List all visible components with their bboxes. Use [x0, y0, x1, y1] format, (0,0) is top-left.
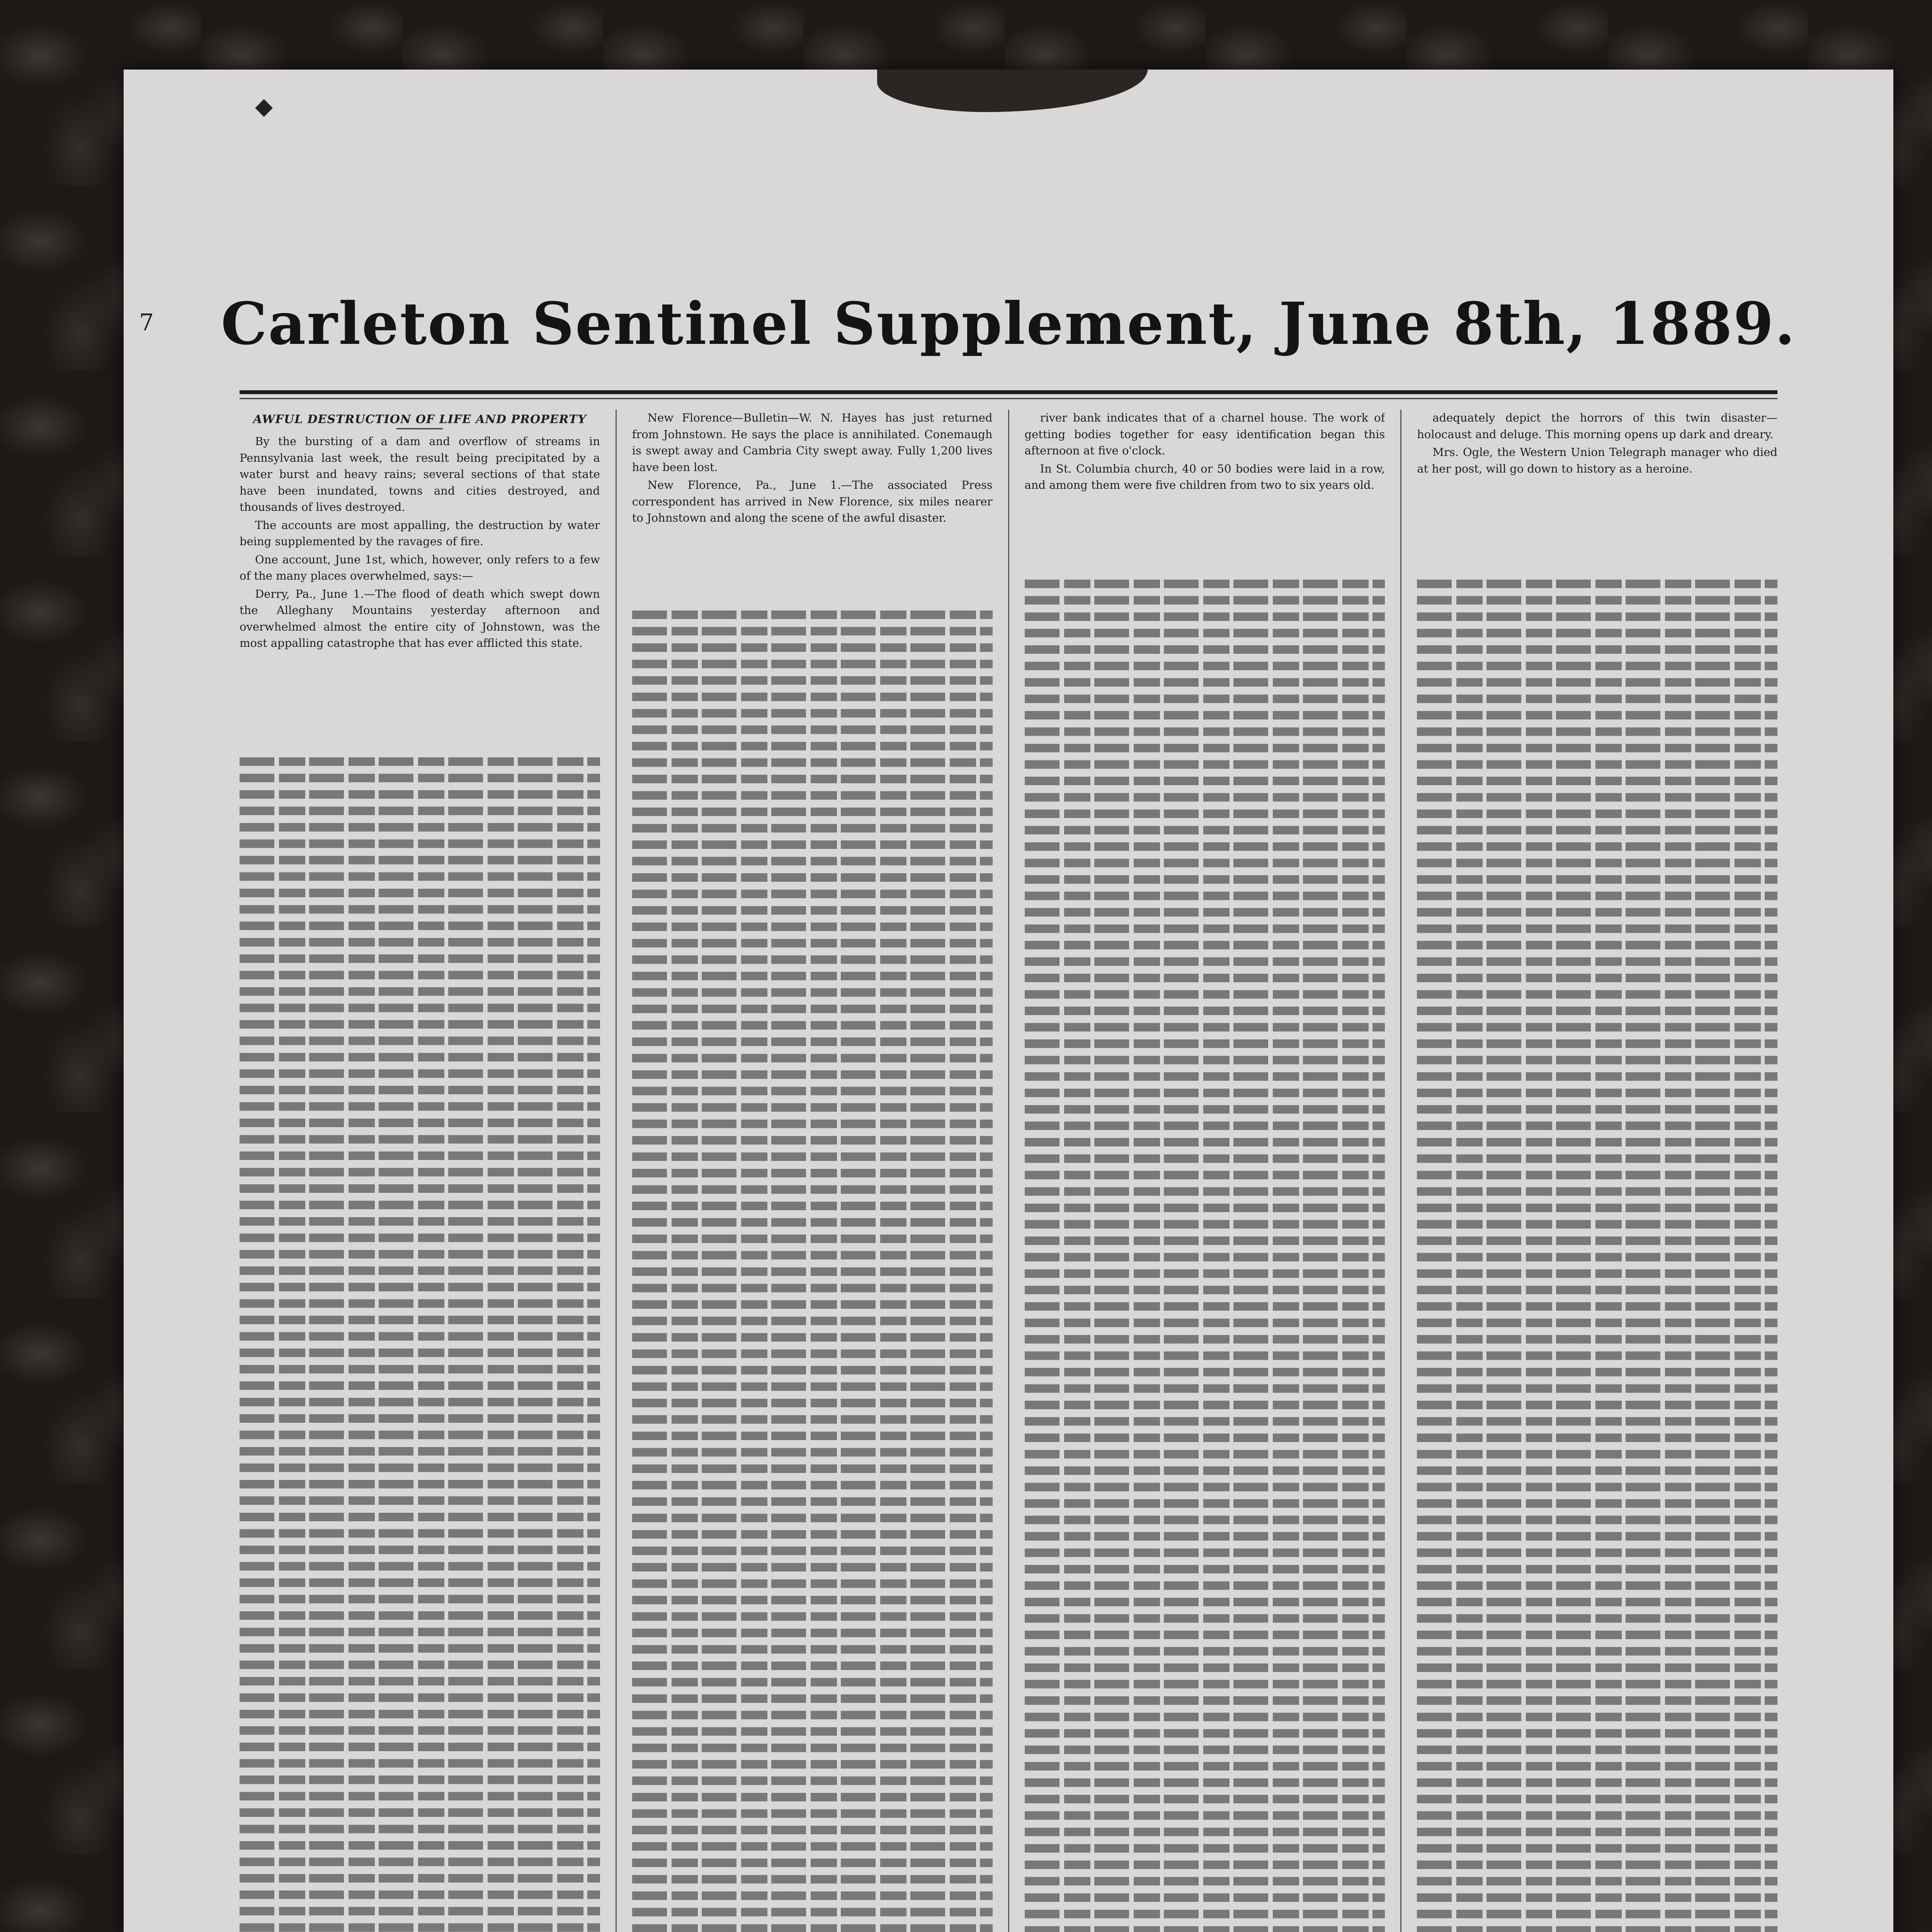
paragraph: New Florence—Bulletin—W. N. Hayes has just returned from Johnstown. He says the place is annihilated. Conemaugh is swept away and Cambria City swept away. Fully 1,200 lives have been lost.: [632, 411, 993, 474]
column-2: [632, 410, 993, 1932]
column-divider: [616, 410, 617, 1932]
masthead-title: Carleton Sentinel Supplement, June 8th, 1889.: [221, 290, 1796, 358]
column-text-body: [632, 611, 993, 1932]
newspaper-sheet: [124, 70, 1893, 1932]
column-text-body: [1025, 580, 1385, 1932]
masthead-rule: [240, 390, 1777, 394]
torn-edge: [877, 70, 1148, 112]
paragraph: Mrs. Ogle, the Western Union Telegraph manager who died at her post, will go down to history as a heroine.: [1417, 446, 1777, 475]
column-text-body: [1417, 580, 1777, 1932]
paragraph: Derry, Pa., June 1.—The flood of death which swept down the Alleghany Mountains yesterday afternoon and overwhelmed almost the entire city of Johnstown, was the most appalling catastrophe that has ever afflicted this state.: [240, 587, 600, 650]
article-columns: [240, 410, 1777, 1932]
headline-rule: [396, 428, 443, 429]
margin-mark: 7: [139, 309, 154, 336]
column-1: [240, 410, 600, 1932]
column-divider: [1008, 410, 1009, 1932]
article-headline: AWFUL DESTRUCTION OF LIFE AND PROPERTY: [253, 413, 587, 426]
column-4: [1417, 410, 1777, 1932]
paragraph: The accounts are most appalling, the destruction by water being supplemented by the ravages of fire.: [240, 518, 600, 548]
column-3: [1025, 410, 1385, 1932]
paragraph: river bank indicates that of a charnel house. The work of getting bodies together for easy identification began this afternoon at five o'clock.: [1024, 411, 1385, 457]
paragraph: By the bursting of a dam and overflow of streams in Pennsylvania last week, the result being precipitated by a water burst and heavy rains; several sections of that state have been inundated, towns and cities destroyed, and thousands of lives destroyed.: [240, 435, 600, 514]
column-divider: [1400, 410, 1401, 1932]
paragraph: In St. Columbia church, 40 or 50 bodies were laid in a row, and among them were five children from two to six years old.: [1024, 462, 1385, 492]
column-text-body: [240, 757, 600, 1932]
ink-mark: ◆: [255, 93, 273, 120]
masthead-rule-thin: [240, 398, 1777, 399]
paragraph: New Florence, Pa., June 1.—The associated Press correspondent has arrived in New Florence, six miles nearer to Johnstown and along the scene of the awful disaster.: [632, 478, 993, 524]
paragraph: One account, June 1st, which, however, only refers to a few of the many places overwhelmed, says:—: [240, 553, 600, 582]
paragraph: adequately depict the horrors of this twin disaster—holocaust and deluge. This morning opens up dark and dreary.: [1417, 411, 1777, 441]
